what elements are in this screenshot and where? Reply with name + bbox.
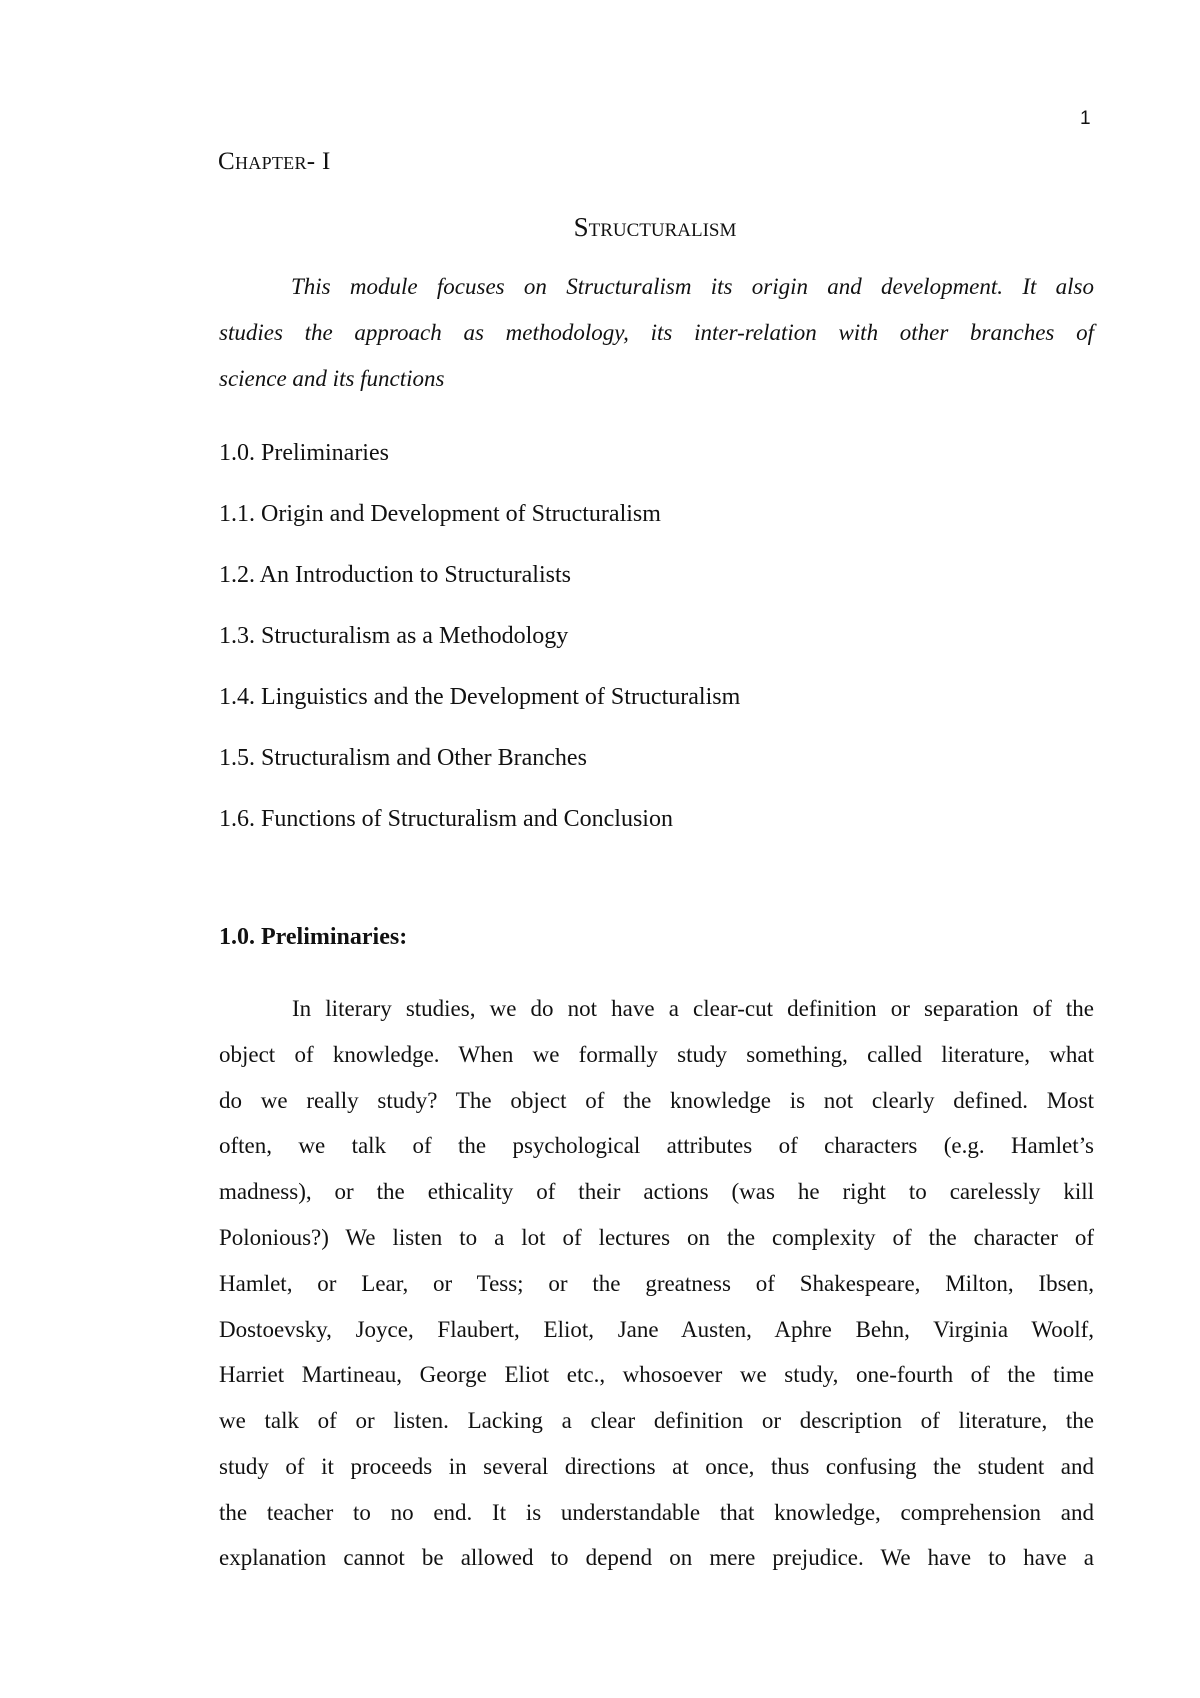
paragraph-line: Harriet Martineau, George Eliot etc., whosoever we study, one-fourth of the time bbox=[219, 1362, 1094, 1387]
paragraph-line: the teacher to no end. It is understandable that knowledge, comprehension and bbox=[219, 1500, 1094, 1525]
section-heading: 1.0. Preliminaries: bbox=[219, 924, 408, 950]
paragraph-line: do we really study? The object of the knowledge is not clearly defined. Most bbox=[219, 1088, 1094, 1113]
paragraph-line: object of knowledge. When we formally study something, called literature, what bbox=[219, 1042, 1094, 1067]
paragraph-line: Dostoevsky, Joyce, Flaubert, Eliot, Jane Austen, Aphre Behn, Virginia Woolf, bbox=[219, 1317, 1094, 1342]
paragraph-line: study of it proceeds in several directions at once, thus confusing the student and bbox=[219, 1454, 1094, 1479]
toc-item: 1.4. Linguistics and the Development of Structuralism bbox=[219, 684, 741, 710]
abstract-line: science and its functions bbox=[219, 366, 445, 391]
abstract-line: studies the approach as methodology, its inter-relation with other branches of bbox=[219, 320, 1094, 345]
page-number: 1 bbox=[1080, 108, 1091, 129]
toc-item: 1.6. Functions of Structuralism and Conclusion bbox=[219, 806, 673, 832]
toc-item: 1.5. Structuralism and Other Branches bbox=[219, 745, 587, 771]
toc-item: 1.3. Structuralism as a Methodology bbox=[219, 623, 569, 649]
paragraph-line: often, we talk of the psychological attributes of characters (e.g. Hamlet’s bbox=[219, 1133, 1094, 1158]
paragraph-line: In literary studies, we do not have a clear-cut definition or separation of the bbox=[292, 996, 1094, 1021]
paragraph-line: Hamlet, or Lear, or Tess; or the greatness of Shakespeare, Milton, Ibsen, bbox=[219, 1271, 1094, 1296]
toc-item: 1.1. Origin and Development of Structuralism bbox=[219, 501, 661, 527]
paragraph-line: madness), or the ethicality of their actions (was he right to carelessly kill bbox=[219, 1179, 1094, 1204]
page-title: Structuralism bbox=[573, 212, 737, 242]
paragraph-line: explanation cannot be allowed to depend on mere prejudice. We have to have a bbox=[219, 1545, 1094, 1570]
toc-item: 1.2. An Introduction to Structuralists bbox=[219, 562, 571, 588]
toc-item: 1.0. Preliminaries bbox=[219, 440, 389, 466]
paragraph-line: we talk of or listen. Lacking a clear definition or description of literature, the bbox=[219, 1408, 1094, 1433]
abstract-line: This module focuses on Structuralism its origin and development. It also bbox=[291, 274, 1094, 299]
paragraph-line: Polonious?) We listen to a lot of lectures on the complexity of the character of bbox=[219, 1225, 1094, 1250]
chapter-label: Chapter- I bbox=[218, 148, 331, 175]
